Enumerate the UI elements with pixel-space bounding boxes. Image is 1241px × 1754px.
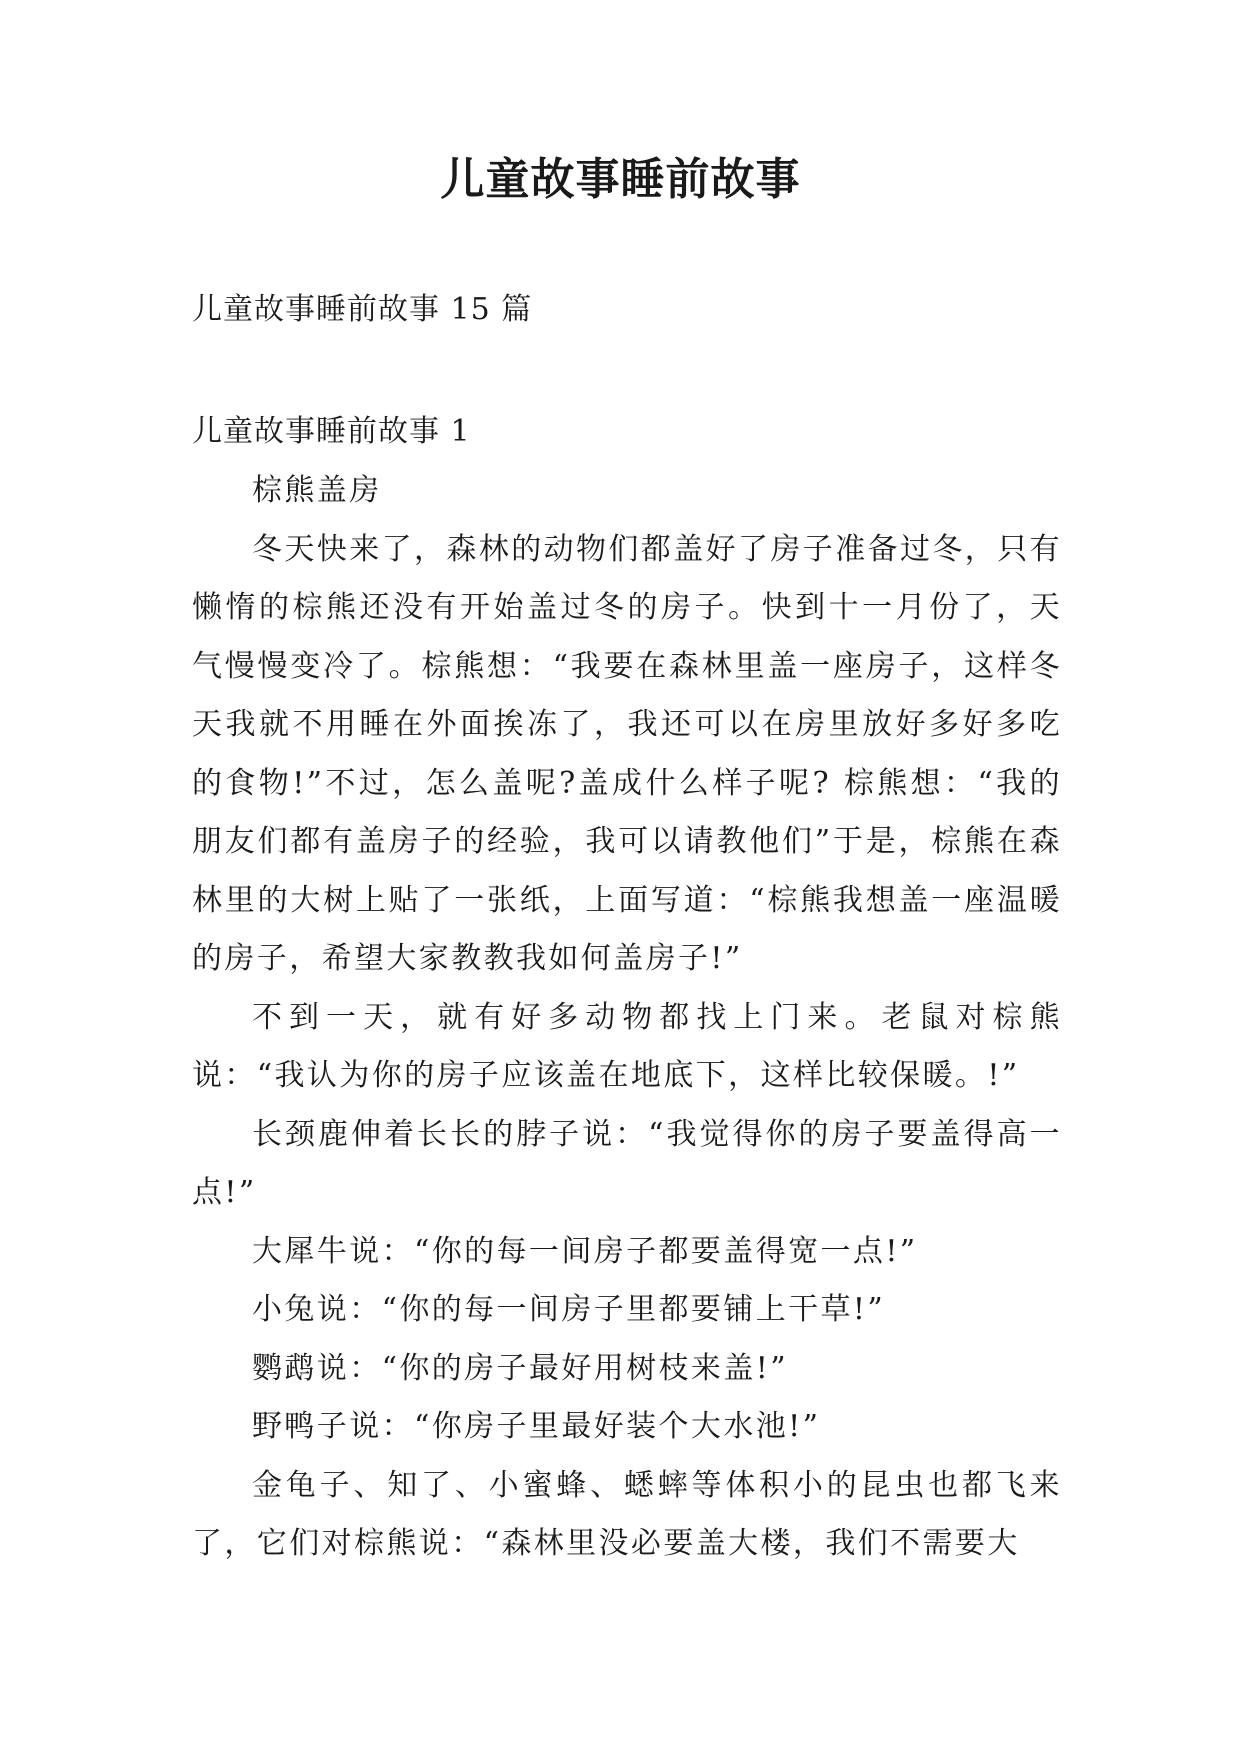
paragraph: 野鸭子说：“你房子里最好装个大水池!” xyxy=(252,1409,821,1444)
section-heading: 儿童故事睡前故事 1 xyxy=(192,414,471,449)
story-title-paragraph: 棕熊盖房 xyxy=(252,473,382,508)
paragraph: 金龟子、知了、小蜜蜂、蟋蟀等体积小的昆虫也都飞来了，它们对棕熊说：“森林里没必要盖大楼，我们不需要大 xyxy=(192,1467,1062,1561)
story-body xyxy=(192,462,1062,1574)
paragraph: 不到一天，就有好多动物都找上门来。老鼠对棕熊说：“我认为你的房子应该盖在地底下，这样比较保暖。!” xyxy=(192,999,1062,1093)
paragraph: 大犀牛说：“你的每一间房子都要盖得宽一点!” xyxy=(252,1233,918,1269)
paragraph: 长颈鹿伸着长长的脖子说：“我觉得你的房子要盖得高一点!” xyxy=(192,1116,1062,1210)
document-title: 儿童故事睡前故事 xyxy=(440,154,801,205)
paragraph: 鹦鹉说：“你的房子最好用树枝来盖!” xyxy=(252,1350,788,1386)
paragraph: 小兔说：“你的每一间房子里都要铺上干草!” xyxy=(252,1292,886,1327)
paragraph: 冬天快来了，森林的动物们都盖好了房子准备过冬，只有懒惰的棕熊还没有开始盖过冬的房子。快到十一月份了，天气慢慢变冷了。棕熊想：“我要在森林里盖一座房子，这样冬天我就不用睡在外面挨冻了，我还可以在房里放好多好多吃的食物!”不过，怎么盖呢?盖成什么样子呢? 棕熊想：“我的朋友们都有盖房子的经验，我可以请教他们”于是，棕熊在森林里的大树上贴了一张纸，上面写道：“棕熊我想盖一座温暖的房子，希望大家教教我如何盖房子!” xyxy=(192,531,1062,976)
document-subtitle: 儿童故事睡前故事 15 篇 xyxy=(192,292,533,327)
